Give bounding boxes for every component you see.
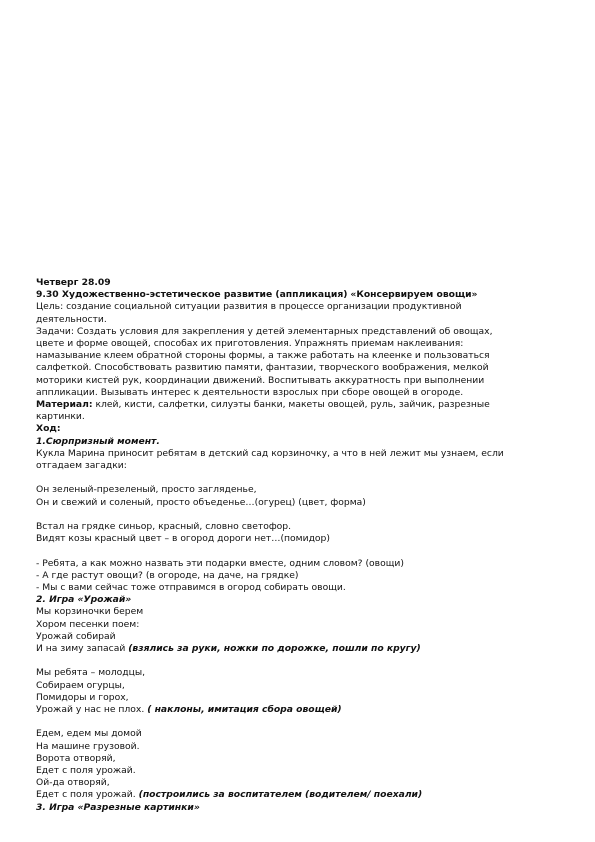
drive-line-2: На машине грузовой.: [36, 740, 140, 752]
materials-line-2: картинки.: [36, 411, 85, 423]
drive-line-3: Ворота отворяй,: [36, 752, 116, 764]
question-2: - А где растут овощи? (в огороде, на даче, на грядке): [36, 569, 299, 581]
song-line-8: [36, 704, 560, 716]
song-line-1: Мы корзиночки берем: [36, 606, 144, 618]
spacer: [36, 716, 560, 728]
drive-line-1: Едем, едем мы домой: [36, 728, 142, 740]
spacer: [36, 655, 560, 667]
song-line-7: Помидоры и горох,: [36, 691, 129, 703]
section-3-title: 3. Игра «Разрезные картинки»: [36, 801, 200, 813]
spacer: [36, 545, 560, 557]
tasks-line-5: моторики кистей рук, координации движений. Воспитывать аккуратность при выполнении: [36, 374, 485, 386]
lesson-prefix: 9.30 Художественно-эстетическое развитие (аппликация): [36, 289, 348, 301]
drive-line-6-text: Едет с поля урожай.: [36, 789, 139, 801]
tasks-line-3: намазывание клеем обратной стороны формы, а также работать на клеенке и пользоваться: [36, 350, 490, 362]
spacer: [36, 509, 560, 521]
riddle-1-line-2: Он и свежий и соленый, просто объеденье…(огурец) (цвет, форма): [36, 496, 366, 508]
song-line-2: Хором песенки поем:: [36, 618, 140, 630]
tasks-line-1: Задачи: Создать условия для закрепления у детей элементарных представлений об овощах,: [36, 325, 493, 337]
goal-line-2: деятельности.: [36, 313, 107, 325]
lesson-topic: «Консервируем овощи»: [350, 289, 478, 301]
song-line-4-text: И на зиму запасай: [36, 643, 129, 655]
materials-line-1: [36, 399, 560, 411]
lesson-title: [36, 289, 560, 301]
materials-label: Материал:: [36, 399, 93, 411]
tasks-line-4: салфеткой. Способствовать развитию памяти, фантазии, творческого воображения, мелкой: [36, 362, 489, 374]
tasks-line-6: аппликации. Вызывать интерес к деятельности взрослых при сборе овощей в огороде.: [36, 386, 464, 398]
materials-list: клей, кисти, салфетки, силуэты банки, макеты овощей, руль, зайчик, разрезные: [92, 399, 490, 411]
tasks-line-2: цвете и форме овощей, способах их приготовления. Упражнять приемам наклеивания:: [36, 338, 464, 350]
goal-line-1: Цель: создание социальной ситуации развития в процессе организации продуктивной: [36, 301, 462, 313]
question-3: - Мы с вами сейчас тоже отправимся в огород собирать овощи.: [36, 582, 346, 594]
drive-line-4: Едет с поля урожай.: [36, 765, 136, 777]
riddle-2-line-2: Видят козы красный цвет – в огород дороги нет…(помидор): [36, 533, 330, 545]
song-line-5: Мы ребята – молодцы,: [36, 667, 146, 679]
section-1-title: 1.Сюрпризный момент.: [36, 435, 160, 447]
day-heading: Четверг 28.09: [36, 277, 111, 288]
riddle-1-line-1: Он зеленый-презеленый, просто загляденье,: [36, 484, 257, 496]
intro-line-1: Кукла Марина приносит ребятам в детский сад корзиночку, а что в ней лежит мы узнаем, если: [36, 447, 504, 459]
drive-line-6-note: (построились за воспитателем (водителем/ поехали): [138, 789, 423, 801]
spacer: [36, 472, 560, 484]
song-line-6: Собираем огурцы,: [36, 679, 125, 691]
section-2-title: 2. Игра «Урожай»: [36, 594, 132, 606]
intro-line-2: отгадаем загадки:: [36, 460, 127, 472]
song-line-3: Урожай собирай: [36, 630, 116, 642]
drive-line-5: Ой-да отворяй,: [36, 777, 110, 789]
course-heading: Ход:: [36, 423, 61, 435]
question-1: - Ребята, а как можно назвать эти подарки вместе, одним словом? (овощи): [36, 557, 404, 569]
song-line-4-note: (взялись за руки, ножки по дорожке, пошли по кругу): [128, 643, 421, 655]
song-line-4: [36, 643, 560, 655]
lesson-plan-text: [36, 277, 560, 814]
song-line-8-note: ( наклоны, имитация сбора овощей): [147, 704, 342, 716]
song-line-8-text: Урожай у нас не плох.: [36, 704, 148, 716]
drive-line-6: [36, 789, 560, 801]
riddle-2-line-1: Встал на грядке синьор, красный, словно светофор.: [36, 521, 292, 533]
